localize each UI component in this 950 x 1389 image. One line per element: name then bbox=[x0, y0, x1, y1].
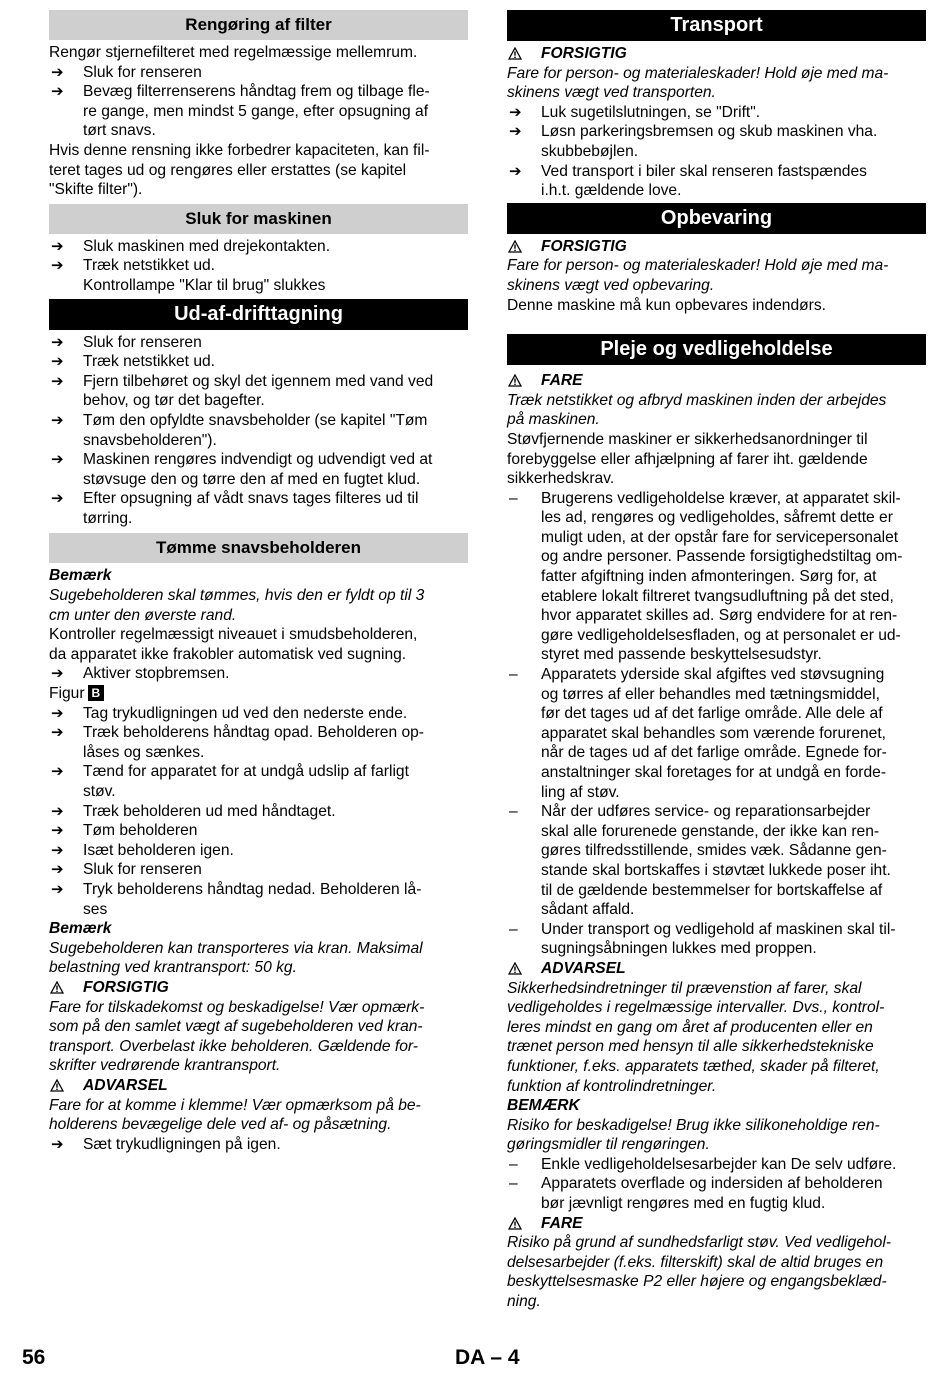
list-item: – Enkle vedligeholdelsesarbejder kan De selv udføre. bbox=[507, 1155, 926, 1175]
danger-text: på maskinen. bbox=[507, 411, 600, 429]
caution-label: FORSIGTIG bbox=[507, 44, 926, 64]
warning-triangle-icon bbox=[508, 374, 522, 387]
warning-triangle-icon bbox=[50, 981, 64, 994]
text-line: Rengør stjernefilteret med regelmæssige mellemrum. bbox=[49, 44, 418, 61]
text-line: da apparatet ikke frakobler automatisk ved sugning. bbox=[49, 645, 407, 663]
text-line: "Skifte filter"). bbox=[49, 181, 143, 199]
text-line: Hvis denne rensning ikke forbedrer kapaciteten, kan fil- bbox=[49, 141, 430, 159]
note-text: gøringsmidler til rengøringen. bbox=[507, 1136, 710, 1154]
caution-text: skrifter vedrørende krantransport. bbox=[49, 1057, 281, 1075]
note-text: Sugebeholderen kan transporteres via kran. Maksimal bbox=[49, 939, 423, 957]
text-line: Denne maskine må kun opbevares indendørs. bbox=[507, 296, 826, 314]
note-text: Sugebeholderen skal tømmes, hvis den er fyldt op til 3 bbox=[49, 587, 425, 605]
step-item: ➔ Sluk for renseren bbox=[49, 333, 468, 353]
step-item: ➔ Isæt beholderen igen. bbox=[49, 841, 468, 861]
warning-triangle-icon bbox=[508, 1217, 522, 1230]
warning-text: trænet person med hensyn til alle sikkerhedstekniske bbox=[507, 1038, 874, 1056]
danger-text: Risiko på grund af sundhedsfarligt støv. Ved vedligehol- bbox=[507, 1234, 891, 1252]
step-item: ➔ Sæt trykudligningen på igen. bbox=[49, 1135, 468, 1155]
right-column bbox=[507, 10, 926, 1312]
caution-text: som på den samlet vægt af sugebeholderen ved kran- bbox=[49, 1018, 423, 1036]
list-item: – Apparatets overflade og indersiden af beholderen bør jævnligt rengøres med en fugtig klud. bbox=[507, 1174, 926, 1213]
figure-reference: Figur B bbox=[49, 684, 468, 704]
caution-text: transport. Overbelast ikke beholderen. Gældende for- bbox=[49, 1037, 418, 1055]
left-column bbox=[49, 10, 468, 1154]
caution-label: FORSIGTIG bbox=[507, 237, 926, 257]
warning-triangle-icon bbox=[508, 240, 522, 253]
danger-text: Træk netstikket og afbryd maskinen inden der arbejdes bbox=[507, 391, 887, 409]
caution-text: skinens vægt ved opbevaring. bbox=[507, 276, 715, 294]
warning-text: leres mindst en gang om året af producenten eller en bbox=[507, 1018, 873, 1036]
step-item: ➔ Løsn parkeringsbremsen og skub maskinen vha. skubbebøjlen. bbox=[507, 122, 926, 161]
step-item: ➔ Maskinen rengøres indvendigt og udvendigt ved at støvsuge den og tørre den af med en fugtet klud. bbox=[49, 450, 468, 489]
warning-triangle-icon bbox=[508, 47, 522, 60]
heading-transport: Transport bbox=[507, 10, 926, 41]
note-text: Risiko for beskadigelse! Brug ikke silikoneholdige ren- bbox=[507, 1116, 880, 1134]
danger-label: FARE bbox=[507, 1214, 926, 1234]
list-item: – Under transport og vedligehold af maskinen skal til- sugningsåbningen lukkes med proppen. bbox=[507, 920, 926, 959]
danger-label: FARE bbox=[507, 371, 926, 391]
step-item: ➔ Ved transport i biler skal renseren fastspændes i.h.t. gældende love. bbox=[507, 162, 926, 201]
caution-text: Fare for tilskadekomst og beskadigelse! Vær opmærk- bbox=[49, 998, 425, 1016]
text-line: forebyggelse eller afhjælpning af farer iht. gældende bbox=[507, 450, 868, 468]
step-item: ➔ Fjern tilbehøret og skyl det igennem med vand ved behov, og tør det bagefter. bbox=[49, 372, 468, 411]
text-line: sikkerhedskrav. bbox=[507, 470, 615, 488]
step-item: ➔ Træk beholderen ud med håndtaget. bbox=[49, 802, 468, 822]
figure-b-badge: B bbox=[88, 685, 105, 701]
danger-text: beskyttelsesmaske P2 eller højere og engangsbeklæd- bbox=[507, 1273, 887, 1291]
heading-decommissioning: Ud-af-drifttagning bbox=[49, 299, 468, 330]
step-item: ➔ Tag trykudligningen ud ved den nederste ende. bbox=[49, 704, 468, 724]
list-item: – Når der udføres service- og reparationsarbejder skal alle forurenede genstande, der ikke kan ren- gøres tilfredsstillende, smides væk. Sådanne gen- stande skal bortskaffes i støvtæt lukkede poser iht. til de gældende bestemmelser for bortskaffelse af sådant affald. bbox=[507, 802, 926, 920]
text-line: teret tages ud og rengøres eller erstattes (se kapitel bbox=[49, 161, 407, 179]
heading-empty-container: Tømme snavsbeholderen bbox=[49, 533, 468, 563]
danger-text: delsesarbejder (f.eks. filterskift) skal de altid bruges en bbox=[507, 1253, 884, 1271]
caution-text: skinens vægt ved transporten. bbox=[507, 84, 716, 102]
list-item: – Brugerens vedligeholdelse kræver, at apparatet skil- les ad, rengøres og vedligeholdes, såfremt dette er muligt uden, at der opstår fare for servicepersonalet og andre personer. Passende forsigtighedstiltag om- fatter afgiftning inden afmonteringen. Sørg for, at etablere lokalt filtreret tvangsudluftning på det sted, hvor apparatet skilles ad. Sørg endvidere for at ren- gøre vedligeholdelsesfladen, og at personalet er ud- styret med passende beskyttelsesudstyr. bbox=[507, 489, 926, 665]
note-text: belastning ved krantransport: 50 kg. bbox=[49, 959, 297, 977]
warning-text: funktioner, f.eks. apparatets tæthed, skader på filteret, bbox=[507, 1057, 880, 1075]
step-item: ➔ Tryk beholderens håndtag nedad. Beholderen lå- ses bbox=[49, 880, 468, 919]
warning-label: ADVARSEL bbox=[49, 1076, 468, 1096]
heading-storage: Opbevaring bbox=[507, 203, 926, 234]
warning-label: ADVARSEL bbox=[507, 959, 926, 979]
heading-switch-off: Sluk for maskinen bbox=[49, 204, 468, 234]
caution-text: Fare for person- og materialeskader! Hold øje med ma- bbox=[507, 64, 889, 82]
step-item: ➔ Bevæg filterrenserens håndtag frem og tilbage fle- re gange, men mindst 5 gange, efter opsugning af tørt snavs. bbox=[49, 82, 468, 141]
step-item: ➔ Træk netstikket ud. Kontrollampe "Klar til brug" slukkes bbox=[49, 256, 468, 295]
heading-maintenance: Pleje og vedligeholdelse bbox=[507, 334, 926, 365]
note-label: Bemærk bbox=[49, 567, 112, 585]
text-line: Kontroller regelmæssigt niveauet i smudsbeholderen, bbox=[49, 626, 418, 644]
warning-text: vedligeholdes i regelmæssige intervaller. Dvs., kontrol- bbox=[507, 999, 885, 1017]
step-item: ➔ Tøm beholderen bbox=[49, 821, 468, 841]
step-item: ➔ Sluk maskinen med drejekontakten. bbox=[49, 237, 468, 257]
warning-triangle-icon bbox=[508, 962, 522, 975]
step-item: ➔ Sluk for renseren bbox=[49, 860, 468, 880]
step-item: ➔ Aktiver stopbremsen. bbox=[49, 664, 468, 684]
warning-triangle-icon bbox=[50, 1079, 64, 1092]
page-number: 56 bbox=[22, 1346, 46, 1369]
warning-text: Sikkerhedsindretninger til prævenstion af farer, skal bbox=[507, 979, 862, 997]
warning-text: holderens bevægelige dele ved af- og påsætning. bbox=[49, 1116, 392, 1134]
text-line: Støvfjernende maskiner er sikkerhedsanordninger til bbox=[507, 430, 868, 448]
danger-text: ning. bbox=[507, 1293, 541, 1311]
heading-filter-cleaning: Rengøring af filter bbox=[49, 10, 468, 40]
step-item: ➔ Luk sugetilslutningen, se "Drift". bbox=[507, 103, 926, 123]
step-item: ➔ Efter opsugning af vådt snavs tages filteres ud til tørring. bbox=[49, 489, 468, 528]
caution-text: Fare for person- og materialeskader! Hold øje med ma- bbox=[507, 257, 889, 275]
note-label: Bemærk bbox=[49, 920, 112, 938]
warning-text: funktion af kontrolindretninger. bbox=[507, 1077, 717, 1095]
page-label: DA – 4 bbox=[455, 1346, 520, 1369]
note-label: BEMÆRK bbox=[507, 1097, 580, 1115]
caution-label: FORSIGTIG bbox=[49, 978, 468, 998]
note-text: cm unter den øverste rand. bbox=[49, 606, 237, 624]
step-item: ➔ Sluk for renseren bbox=[49, 63, 468, 83]
step-item: ➔ Træk netstikket ud. bbox=[49, 352, 468, 372]
step-item: ➔ Tøm den opfyldte snavsbeholder (se kapitel "Tøm snavsbeholderen"). bbox=[49, 411, 468, 450]
step-item: ➔ Træk beholderens håndtag opad. Beholderen op- låses og sænkes. bbox=[49, 723, 468, 762]
list-item: – Apparatets yderside skal afgiftes ved støvsugning og tørres af eller behandles med tætningsmiddel, før det tages ud af det farlige område. Alle dele af apparatet skal behandles som værende forurenet, når de tages ud af det farlige område. Egnede for- anstaltninger skal foretages for at undgå en forde- ling af støv. bbox=[507, 665, 926, 802]
warning-text: Fare for at komme i klemme! Vær opmærksom på be- bbox=[49, 1096, 421, 1114]
step-item: ➔ Tænd for apparatet for at undgå udslip af farligt støv. bbox=[49, 762, 468, 801]
